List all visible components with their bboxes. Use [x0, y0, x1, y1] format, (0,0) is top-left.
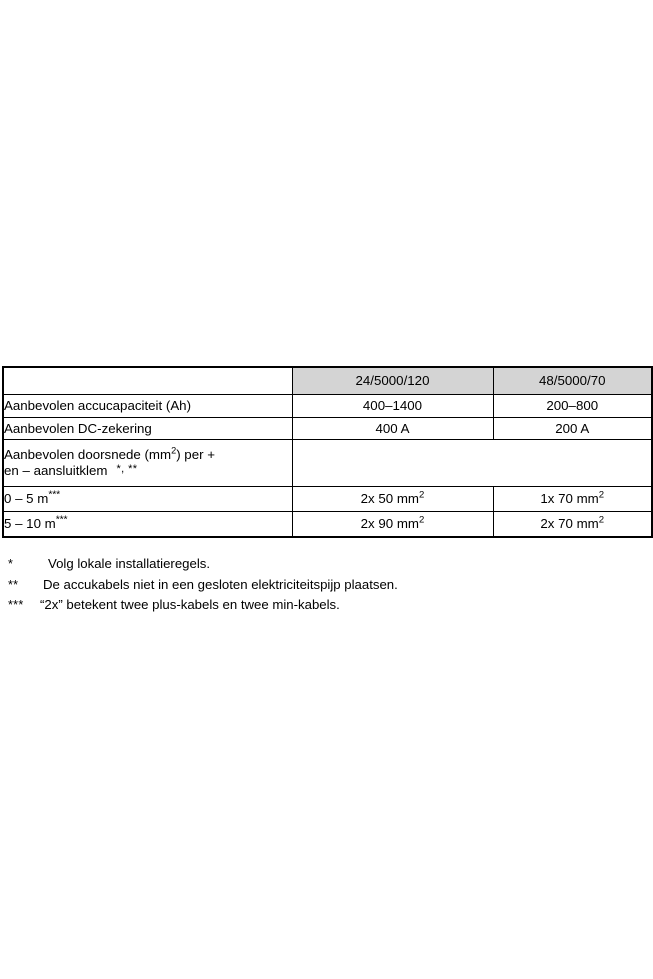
row-label-length-5-10m	[3, 512, 292, 538]
footnote-mark-1: *	[8, 557, 14, 571]
value-0-5m-48-superscript: 2	[598, 489, 605, 501]
table-header-model-24: 24/5000/120	[292, 367, 493, 395]
cross-section-footnote-marks: *, **	[116, 463, 138, 475]
cell-dc-fuse-24: 400 A	[292, 418, 493, 440]
cross-section-label-part2: ) per +	[176, 447, 215, 463]
cross-section-label-superscript: 2	[171, 445, 177, 456]
battery-specification-table	[2, 366, 653, 538]
value-0-5m-24-superscript: 2	[419, 489, 425, 501]
footnotes-block	[0, 554, 653, 616]
footnote-text-2: De accukabels niet in een gesloten elektriciteitspijp plaatsen.	[43, 576, 398, 592]
footnote-mark-2: **	[8, 577, 19, 592]
row-label-dc-fuse: Aanbevolen DC-zekering	[3, 418, 292, 440]
cell-battery-capacity-48: 200–800	[493, 395, 652, 418]
value-5-10m-24-superscript: 2	[419, 514, 425, 526]
cross-section-label-line2: en – aansluitklem	[4, 463, 108, 478]
value-0-5m-24-text: 2x 50 mm	[360, 491, 420, 507]
footnote-item	[0, 554, 653, 575]
length-5-10m-text: 5 – 10 m	[4, 516, 56, 532]
cell-dc-fuse-48: 200 A	[493, 418, 652, 440]
cross-section-label-part1: Aanbevolen doorsnede (mm	[4, 447, 172, 463]
table-row	[3, 440, 652, 487]
value-5-10m-48-superscript: 2	[598, 514, 605, 526]
cell-cross-section-5-10m-48	[493, 512, 652, 538]
footnote-item	[0, 575, 653, 596]
row-label-length-0-5m	[3, 487, 292, 512]
table-row	[3, 418, 652, 440]
length-0-5m-text: 0 – 5 m	[4, 491, 49, 507]
spec-table-container	[2, 366, 651, 538]
cell-cross-section-0-5m-48	[493, 487, 652, 512]
table-row	[3, 512, 652, 538]
table-row	[3, 487, 652, 512]
footnote-text-3: “2x” betekent twee plus-kabels en twee min-kabels.	[40, 597, 340, 612]
value-0-5m-48-text: 1x 70 mm	[540, 491, 599, 507]
row-label-battery-capacity: Aanbevolen accucapaciteit (Ah)	[3, 395, 292, 418]
cell-cross-section-merged-empty	[292, 440, 652, 487]
table-header-blank	[3, 367, 292, 395]
cell-cross-section-0-5m-24	[292, 487, 493, 512]
length-5-10m-footnote-mark: ***	[55, 513, 68, 526]
cell-cross-section-5-10m-24	[292, 512, 493, 538]
row-label-cable-cross-section	[3, 440, 292, 487]
footnote-text-1: Volg lokale installatieregels.	[48, 556, 211, 571]
footnote-mark-3: ***	[8, 598, 24, 612]
value-5-10m-48-text: 2x 70 mm	[540, 516, 599, 532]
length-0-5m-footnote-mark: ***	[48, 488, 61, 501]
table-row	[3, 395, 652, 418]
table-header-row	[3, 367, 652, 395]
table-header-model-48: 48/5000/70	[493, 367, 652, 395]
value-5-10m-24-text: 2x 90 mm	[360, 516, 420, 532]
footnote-item	[0, 595, 653, 616]
cell-battery-capacity-24: 400–1400	[292, 395, 493, 418]
